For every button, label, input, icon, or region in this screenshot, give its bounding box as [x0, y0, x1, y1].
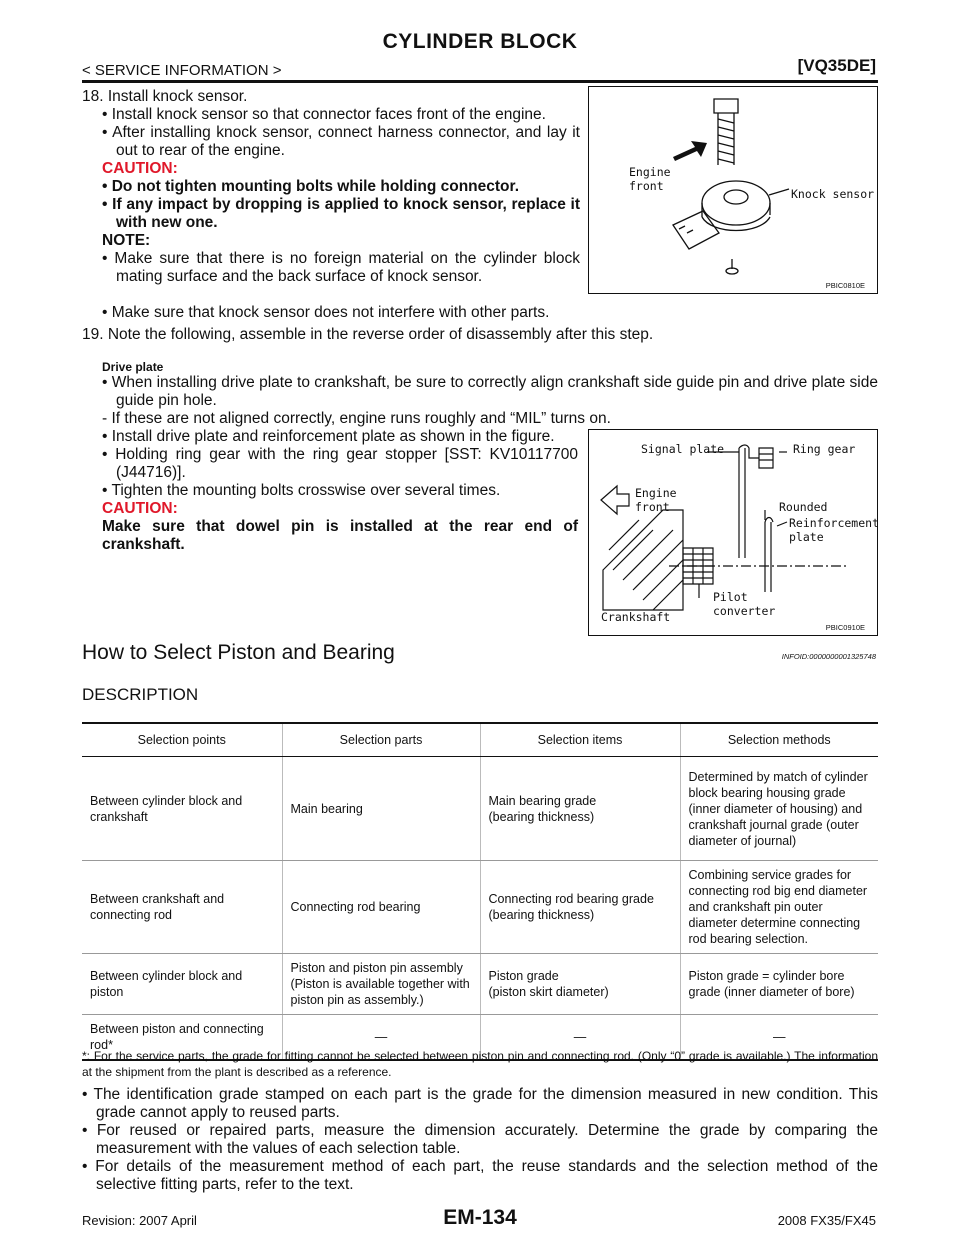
- knock-sensor-figure: [588, 86, 878, 294]
- selection-table: [82, 722, 878, 1061]
- table-cell: —: [680, 1015, 878, 1061]
- table-header: Selection points: [82, 723, 282, 757]
- table-row: [82, 757, 878, 861]
- step-19-subbullet: - If these are not aligned correctly, engine runs roughly and “MIL” turns on.: [102, 410, 611, 427]
- table-cell: Combining service grades for connecting rod big end diameter and crankshaft pin outer diameter determine connecting rod bearing selection.: [680, 861, 878, 954]
- step-19-bullet: • Holding ring gear with the ring gear stopper [SST: KV10117700 (J44716)].: [102, 446, 578, 481]
- caution-label: CAUTION:: [102, 160, 178, 177]
- fig2-id: PBIC0910E: [825, 623, 865, 632]
- table-cell: Piston grade = cylinder bore grade (inner diameter of bore): [680, 954, 878, 1015]
- table-header: Selection items: [480, 723, 680, 757]
- table-cell: Between cylinder block and piston: [82, 954, 282, 1015]
- engine-code: [VQ35DE]: [797, 56, 876, 75]
- step-19-bullet: • When installing drive plate to crankshaft, be sure to correctly align crankshaft side guide pin and drive plate side guide pin hole.: [102, 374, 878, 409]
- header-rule: [82, 80, 878, 83]
- table-header-row: [82, 723, 878, 757]
- fig2-rounded-label: Rounded: [779, 500, 828, 514]
- fig1-id: PBIC0810E: [825, 281, 865, 290]
- table-header: Selection parts: [282, 723, 480, 757]
- model-label: 2008 FX35/FX45: [777, 1213, 876, 1228]
- step-18: [82, 88, 580, 286]
- info-id: INFOID:0000000001325748: [781, 652, 876, 661]
- caution-item: • Do not tighten mounting bolts while holding connector.: [102, 178, 519, 195]
- step-18-bullet: • After installing knock sensor, connect harness connector, and lay it out to rear of the engine.: [102, 124, 580, 159]
- table-cell: Main bearing: [282, 757, 480, 861]
- bullet-list: [82, 1086, 878, 1194]
- page-number: EM-134: [443, 1206, 517, 1229]
- table-header: Selection methods: [680, 723, 878, 757]
- revision-label: Revision: 2007 April: [82, 1213, 197, 1228]
- engine-front-arrow-icon: [601, 486, 629, 514]
- step-18-title: 18. Install knock sensor.: [82, 88, 248, 105]
- table-cell: —: [480, 1015, 680, 1061]
- fig2-reinforcement-label: Reinforcement plate: [789, 516, 880, 544]
- list-item: • For reused or repaired parts, measure the dimension accurately. Determine the grade by comparing the measurement with the values of each selection table.: [82, 1122, 878, 1157]
- table-cell: Piston and piston pin assembly (Piston is available together with piston pin as assembly.): [282, 954, 480, 1015]
- table-footnote: *: For the service parts, the grade for fitting cannot be selected between piston pin and connecting rod. (Only “0” grade is available.) The information at the shipment from the plant is described as a reference.: [82, 1049, 878, 1079]
- fig1-engine-front-label: Engine front: [629, 165, 671, 193]
- table-cell: Connecting rod bearing grade (bearing thickness): [480, 861, 680, 954]
- description-heading: DESCRIPTION: [82, 685, 199, 704]
- engine-front-arrow-icon: [673, 141, 707, 161]
- fig2-ring-gear-label: Ring gear: [793, 442, 856, 456]
- table-row: [82, 954, 878, 1015]
- caution-label: CAUTION:: [102, 500, 178, 517]
- caution-item: Make sure that dowel pin is installed at the rear end of crankshaft.: [102, 518, 578, 553]
- step-19-bullet: • Install drive plate and reinforcement plate as shown in the figure.: [102, 428, 555, 445]
- fig2-engine-front-label: Engine front: [635, 486, 677, 514]
- caution-item: • If any impact by dropping is applied to knock sensor, replace it with new one.: [102, 196, 580, 231]
- page-title: CYLINDER BLOCK: [382, 30, 578, 53]
- fig2-crankshaft-label: Crankshaft: [601, 610, 671, 624]
- note-label: NOTE:: [102, 232, 151, 249]
- table-cell: Determined by match of cylinder block bearing housing grade (inner diameter of housing) and crankshaft journal grade (outer diameter of journal): [680, 757, 878, 861]
- table-cell: —: [282, 1015, 480, 1061]
- table-row: [82, 861, 878, 954]
- table-cell: Connecting rod bearing: [282, 861, 480, 954]
- step-19-body-2: [102, 428, 578, 554]
- step-19-body: [102, 374, 878, 428]
- section-breadcrumb: < SERVICE INFORMATION >: [82, 62, 282, 79]
- table-cell: Main bearing grade (bearing thickness): [480, 757, 680, 861]
- table-cell: Between piston and connecting rod*: [82, 1015, 282, 1061]
- table-cell: Between crankshaft and connecting rod: [82, 861, 282, 954]
- list-item: • The identification grade stamped on each part is the grade for the dimension measured in new condition. This grade cannot apply to reused parts.: [82, 1086, 878, 1121]
- step-19-title: 19. Note the following, assemble in the reverse order of disassembly after this step.: [82, 326, 654, 343]
- step-18-bullet: • Install knock sensor so that connector faces front of the engine.: [102, 106, 546, 123]
- fig2-signal-plate-label: Signal plate: [641, 442, 725, 456]
- fig1-knock-sensor-label: Knock sensor: [791, 187, 875, 201]
- drive-plate-subhead: Drive plate: [102, 360, 164, 374]
- note-item-2: • Make sure that knock sensor does not interfere with other parts.: [102, 304, 550, 321]
- table-cell: Between cylinder block and crankshaft: [82, 757, 282, 861]
- section-title: How to Select Piston and Bearing: [82, 641, 395, 664]
- table-cell: Piston grade (piston skirt diameter): [480, 954, 680, 1015]
- step-19-bullet: • Tighten the mounting bolts crosswise over several times.: [102, 482, 501, 499]
- drive-plate-figure: [588, 429, 878, 636]
- list-item: • For details of the measurement method of each part, the reuse standards and the selection method of the selective fitting parts, refer to the text.: [82, 1158, 878, 1193]
- note-item: • Make sure that there is no foreign material on the cylinder block mating surface and the back surface of knock sensor.: [102, 250, 580, 285]
- fig2-pilot-converter-label: Pilot converter: [713, 590, 776, 618]
